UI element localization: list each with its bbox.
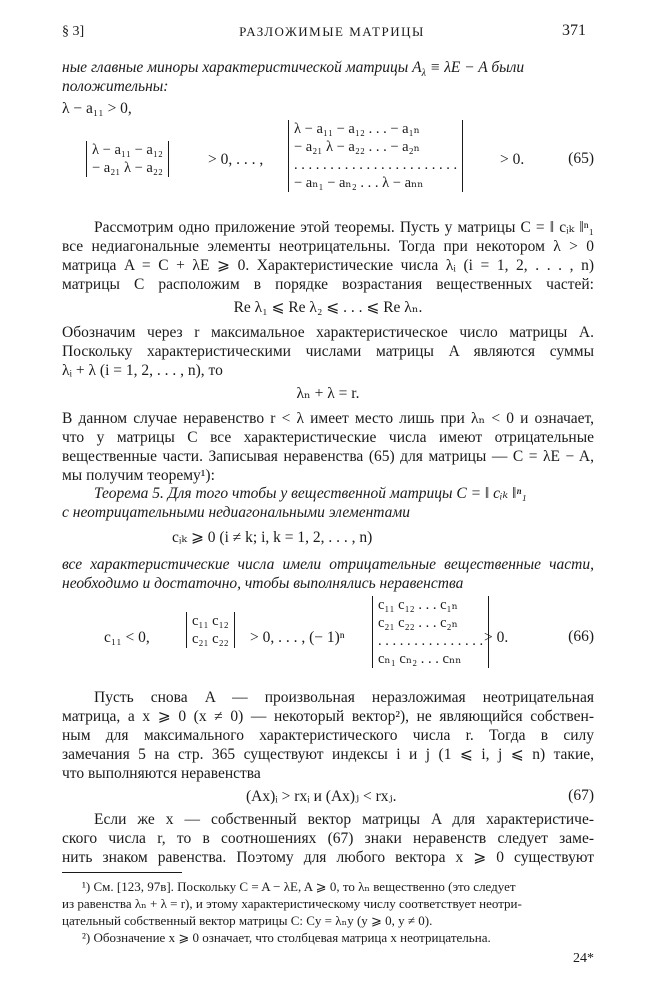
page-number: 371 [562,22,586,39]
equation-number: (66) [568,628,594,645]
text-line: вещественные части. Записывая неравенства (65) для матрицы — C = λE − A, [62,448,594,465]
determinant-2x2: c₁₁ c₁₂ c₂₁ c₂₂ [186,612,235,648]
text-line: мы получим теорему¹): [62,467,215,484]
text-line: λᵢ + λ (i = 1, 2, . . . , n), то [62,362,223,379]
text-line: все характеристические числа имели отрицательные вещественные части, [62,556,594,573]
equation-number: (65) [568,150,594,167]
text-line: ского числа r, то в соотношениях (67) знаки неравенств следует заме- [62,830,594,847]
header-section: § 3] [62,24,85,39]
inequality-sign: > 0, . . . , [208,151,264,168]
footnote-rule [62,872,182,873]
determinant-nxn: λ − a₁₁ − a₁₂ . . . − a₁ₙ − a₂₁ λ − a₂₂ . . . − a₂ₙ . . . . . . . . . . . . . . . . . . . . . . . − aₙ₁ − aₙ₂ . . . λ − aₙₙ [288,120,463,192]
inequality-c11: c₁₁ < 0, [104,629,150,646]
text-line: матрица, а x ⩾ 0 (x ≠ 0) — некоторый вектор²), не являющийся собствен- [62,708,594,725]
inequality-tail: > 0. [500,151,525,168]
text-line: матрицы C расположим в порядке возрастания вещественных частей: [62,276,594,293]
text-line: Поскольку характеристическими числами матрицы A являются суммы [62,343,594,360]
footnote-line: ²) Обозначение x ⩾ 0 означает, что столбцевая матрица x неотрицательна. [82,930,491,945]
text-line: положительны: [62,78,169,95]
display-equation: (Ax)ᵢ > rxᵢ и (Ax)ⱼ < rxⱼ. [246,788,397,805]
text-line: матрица A = C + λE ⩾ 0. Характеристические числа λᵢ (i = 1, 2, . . . , n) [62,257,594,274]
equation-number: (67) [568,787,594,804]
text-line: Обозначим через r максимальное характеристическое число матрицы A. [62,324,594,341]
header-title: РАЗЛОЖИМЫЕ МАТРИЦЫ [239,24,425,39]
text-line: с неотрицательными недиагональными элементами [62,504,411,521]
text-line: Рассмотрим одно приложение этой теоремы. Пусть у матрицы C = ‖ cᵢₖ ‖ⁿ₁ [94,219,594,236]
text-line: Если же x — собственный вектор матрицы A для характеристиче- [94,811,594,828]
text-line: необходимо и достаточно, чтобы выполнялись неравенства [62,575,464,592]
determinant-nxn: c₁₁ c₁₂ . . . c₁ₙ c₂₁ c₂₂ . . . c₂ₙ . . . . . . . . . . . . . . . cₙ₁ cₙ₂ . . . cₙₙ [372,596,489,668]
theorem-heading: Теорема 5. Для того чтобы у вещественной матрицы C = ‖ cᵢₖ ‖ⁿ₁ [94,485,527,502]
text-line: ным для максимального характеристического числа r. Тогда в силу [62,727,594,744]
inequality-tail: > 0. [484,629,509,646]
footnote-line: ¹) См. [123, 97в]. Поскольку C = A − λE, A ⩾ 0, то λₙ вещественно (это следует [82,879,516,894]
determinant-2x2: λ − a₁₁ − a₁₂ − a₂₁ λ − a₂₂ [86,141,169,177]
footnote-line: цательный собственный вектор матрицы C: Cy = λₙy (y ⩾ 0, y ≠ 0). [62,913,433,928]
text-line: что у матрицы C все характеристические числа имеют отрицательные [62,429,594,446]
footnote-line: из равенства λₙ + λ = r), и этому характеристическому числу соответствует неотри- [62,896,522,911]
text-line: ные главные миноры характеристической матрицы $A_\lambda \equiv \lambda E - A$ были [62,59,525,80]
signature-mark: 24* [573,951,594,966]
text-line: все недиагональные элементы неотрицательны. Тогда при некотором λ > 0 [62,238,594,255]
text-line: Пусть снова A — произвольная неразложимая неотрицательная [94,689,594,706]
inequality-middle: > 0, . . . , (− 1)ⁿ [250,629,345,646]
inequality-line: λ − a₁₁ > 0, [62,100,132,117]
display-equation: cᵢₖ ⩾ 0 (i ≠ k; i, k = 1, 2, . . . , n) [172,529,373,546]
text-line: что выполняются неравенства [62,765,261,782]
display-equation: Re λ₁ ⩽ Re λ₂ ⩽ . . . ⩽ Re λₙ. [233,299,423,316]
display-equation: λₙ + λ = r. [296,385,360,402]
text-line: замечания 5 на стр. 365 существуют индексы i и j (1 ⩽ i, j ⩽ n) такие, [62,746,594,763]
text-line: В данном случае неравенство r < λ имеет место лишь при λₙ < 0 и означает, [62,410,594,427]
text-line: нить знаком равенства. Поэтому для любого вектора x ⩾ 0 существуют [62,849,594,866]
